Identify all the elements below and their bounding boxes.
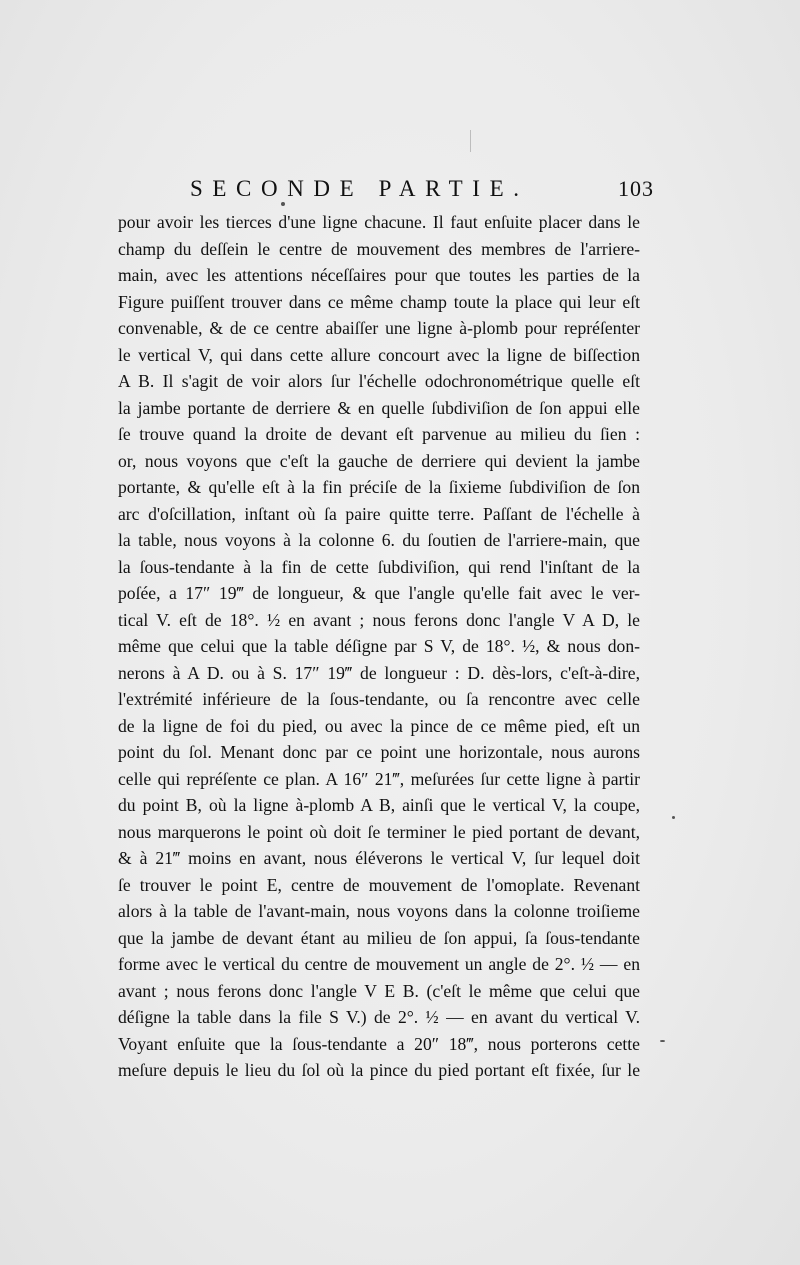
body-text [118,209,640,1084]
text-line: la ſous-tendante à la fin de cette ſubdiviſion, qui rend l'inſtant de la [118,556,640,577]
text-line: portante, & qu'elle eſt à la fin préciſe de la ſixieme ſubdiviſion de ſon [118,477,640,497]
running-head [118,176,654,208]
text-line: même que celui que la table déſigne par S V, de 18°. ½, & nous don- [118,636,640,656]
text-line: tical V. eſt de 18°. ½ en avant ; nous ferons donc l'angle V A D, le [118,609,640,630]
text-line: la jambe portante de derriere & en quelle ſubdiviſion de ſon appui elle [118,397,640,418]
text-line: & à 21‴ moins en avant, nous éléverons le vertical V, ſur lequel doit [118,848,640,868]
text-line: alors à la table de l'avant-main, nous voyons dans la colonne troiſieme [118,901,640,921]
text-line: main, avec les attentions néceſſaires pour que toutes les parties de la [118,265,640,285]
text-line: champ du deſſein le centre de mouvement des membres de l'arriere- [118,238,640,259]
text-line: ſe trouve quand la droite de devant eſt parvenue au milieu du ſien : [118,424,640,444]
text-line: avant ; nous ferons donc l'angle V E B. (c'eſt le même que celui que [118,980,640,1001]
text-line: convenable, & de ce centre abaiſſer une ligne à-plomb pour repréſenter [118,318,640,338]
text-line: forme avec le vertical du centre de mouvement un angle de 2°. ½ — en [118,954,640,974]
text-line: meſure depuis le lieu du ſol où la pince du pied portant eſt fixée, ſur le [118,1060,640,1080]
ink-speck [660,1040,665,1042]
text-line: arc d'oſcillation, inſtant où ſa paire quitte terre. Paſſant de l'échelle à [118,503,640,524]
text-line: que la jambe de devant étant au milieu de ſon appui, ſa ſous-tendante [118,927,640,948]
text-line: nerons à A D. ou à S. 17″ 19‴ de longueur : D. dès-lors, c'eſt-à-dire, [118,662,640,683]
page-number: 103 [618,176,654,201]
text-line: de la ligne de foi du pied, ou avec la pince de ce même pied, eſt un [118,715,640,736]
text-line: du point B, où la ligne à-plomb A B, ainſi que le vertical V, la coupe, [118,795,640,815]
paper-fold-mark [470,130,471,152]
text-line: déſigne la table dans la file S V.) de 2°. ½ — en avant du vertical V. [118,1007,640,1027]
text-line: A B. Il s'agit de voir alors ſur l'échelle odochronométrique quelle eſt [118,371,640,391]
text-line: pour avoir les tierces d'une ligne chacune. Il faut enſuite placer dans le [118,212,640,232]
running-title: SECONDE PARTIE. [190,176,529,201]
text-line: point du ſol. Menant donc par ce point une horizontale, nous aurons [118,742,640,762]
text-line: Voyant enſuite que la ſous-tendante a 20″ 18‴, nous porterons cette [118,1033,640,1054]
text-line: l'extrémité inférieure de la ſous-tendante, ou ſa rencontre avec celle [118,689,640,709]
text-line: celle qui repréſente ce plan. A 16″ 21‴, meſurées ſur cette ligne à partir [118,768,640,789]
ink-speck [281,202,285,206]
text-line: Figure puiſſent trouver dans ce même champ toute la place qui leur eſt [118,291,640,312]
text-line: le vertical V, qui dans cette allure concourt avec la ligne de biſſection [118,344,640,365]
text-line: la table, nous voyons à la colonne 6. du ſoutien de l'arriere-main, que [118,530,640,550]
ink-speck [672,816,675,819]
text-line: or, nous voyons que c'eſt la gauche de derriere qui devient la jambe [118,450,640,471]
text-line: poſée, a 17″ 19‴ de longueur, & que l'angle qu'elle fait avec le ver- [118,583,640,603]
text-line: ſe trouver le point E, centre de mouvement de l'omoplate. Revenant [118,874,640,895]
text-line: nous marquerons le point où doit ſe terminer le pied portant de devant, [118,821,640,842]
